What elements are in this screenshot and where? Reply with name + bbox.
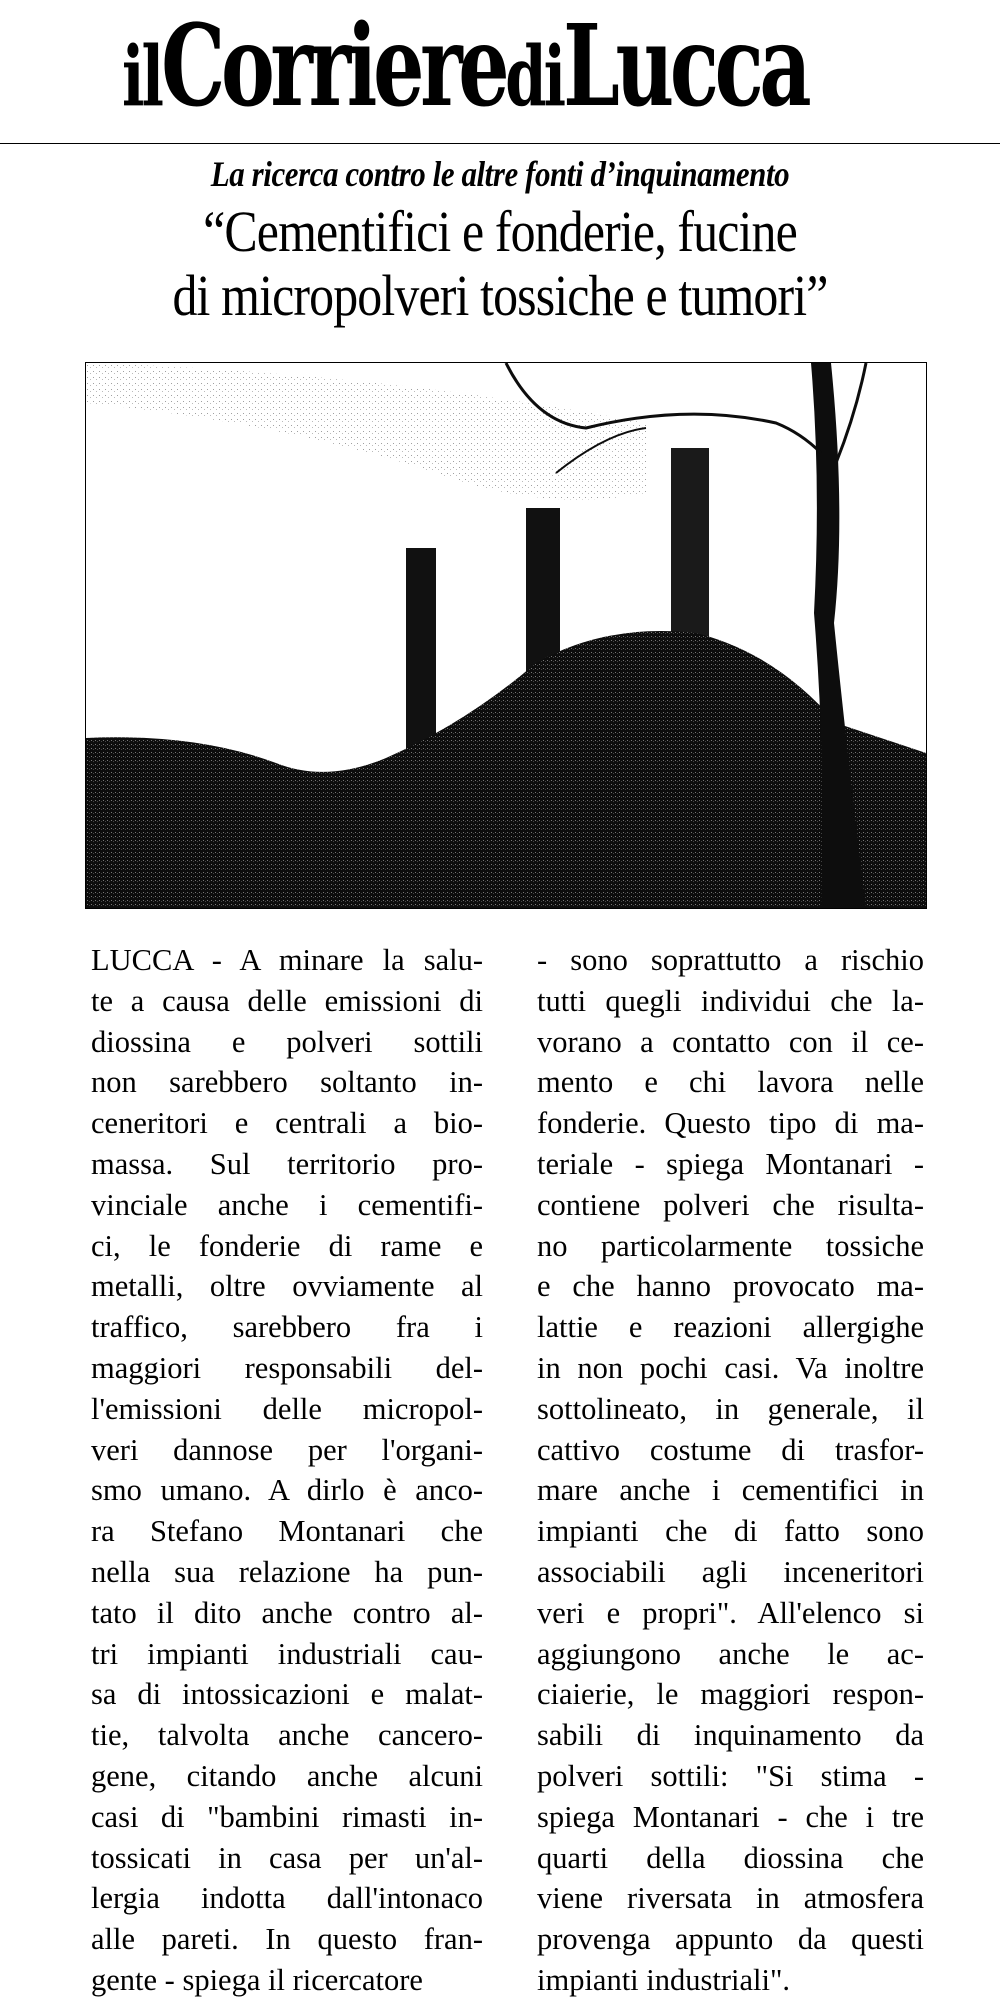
text-line: l'emissioni delle micropol- bbox=[91, 1391, 483, 1426]
text-line: ci, le fonderie di rame e bbox=[91, 1228, 483, 1263]
text-line: aggiungono anche le ac- bbox=[537, 1636, 924, 1671]
text-line: casi di "bambini rimasti in- bbox=[91, 1799, 483, 1834]
text-line: impianti che di fatto sono bbox=[537, 1514, 924, 1549]
text-line: e che hanno provocato ma- bbox=[537, 1269, 924, 1304]
chimneys-illustration bbox=[86, 363, 926, 908]
text-line: maggiori responsabili del- bbox=[91, 1350, 483, 1385]
text-line: sa di intossicazioni e malat- bbox=[91, 1677, 483, 1712]
text-line: cattivo costume di trasfor- bbox=[537, 1432, 924, 1467]
text-line: spiega Montanari - che i tre bbox=[537, 1799, 924, 1834]
article-kicker: La ricerca contro le altre fonti d’inquinamento bbox=[210, 154, 790, 194]
newspaper-title bbox=[122, 0, 807, 152]
text-line: impianti industriali". bbox=[537, 1962, 791, 1997]
text-line: tossicati in casa per un'al- bbox=[91, 1840, 483, 1875]
text-line: - sono soprattutto a rischio bbox=[537, 943, 924, 977]
text-line: viene riversata in atmosfera bbox=[537, 1881, 924, 1916]
title-lucca: Lucca bbox=[563, 1, 808, 132]
text-line: mento e chi lavora nelle bbox=[537, 1065, 924, 1100]
text-line: tri impianti industriali cau- bbox=[91, 1636, 483, 1671]
text-line: tie, talvolta anche cancero- bbox=[91, 1718, 483, 1753]
article-column-1 bbox=[91, 940, 483, 2001]
text-line: fonderie. Questo tipo di ma- bbox=[537, 1106, 924, 1141]
text-line: smo umano. A dirlo è anco- bbox=[91, 1473, 483, 1508]
text-line: tato il dito anche contro al- bbox=[91, 1595, 483, 1630]
text-line: sottolineato, in generale, il bbox=[537, 1391, 924, 1426]
text-line: mare anche i cementifici in bbox=[537, 1473, 924, 1508]
text-line: massa. Sul territorio pro- bbox=[91, 1146, 483, 1181]
text-line: lattie e reazioni allergighe bbox=[537, 1310, 924, 1345]
text-line: veri e propri". All'elenco si bbox=[537, 1595, 924, 1630]
text-line: ceneritori e centrali a bio- bbox=[91, 1106, 483, 1141]
text-line: contiene polveri che risulta- bbox=[537, 1187, 924, 1222]
text-line: te a causa delle emissioni di bbox=[91, 983, 483, 1018]
text-line: non sarebbero soltanto in- bbox=[91, 1065, 483, 1100]
text-line: nella sua relazione ha pun- bbox=[91, 1554, 483, 1589]
article-column-2 bbox=[537, 940, 924, 2001]
text-line: lergia indotta dall'intonaco bbox=[91, 1881, 483, 1916]
headline-line-2: di micropolveri tossiche e tumori” bbox=[172, 263, 828, 328]
masthead bbox=[0, 0, 1000, 144]
text-line: gente - spiega il ricercatore bbox=[91, 1962, 423, 1997]
title-di: di bbox=[505, 29, 564, 125]
text-line: in non pochi casi. Va inoltre bbox=[537, 1350, 924, 1385]
title-corriere: Corriere bbox=[161, 1, 506, 132]
text-line: quarti della diossina che bbox=[537, 1840, 924, 1875]
text-line: alle pareti. In questo fran- bbox=[91, 1922, 483, 1957]
text-line: ciaierie, le maggiori respon- bbox=[537, 1677, 924, 1712]
text-line: provenga appunto da questi bbox=[537, 1922, 924, 1957]
text-line: sabili di inquinamento da bbox=[537, 1718, 924, 1753]
text-line: tutti quegli individui che la- bbox=[537, 983, 924, 1018]
text-line: polveri sottili: "Si stima - bbox=[537, 1758, 924, 1793]
text-line: veri dannose per l'organi- bbox=[91, 1432, 483, 1467]
text-line: no particolarmente tossiche bbox=[537, 1228, 924, 1263]
article-photo bbox=[85, 362, 927, 909]
text-line: LUCCA - A minare la salu- bbox=[91, 943, 483, 977]
title-il: il bbox=[122, 29, 162, 125]
text-line: vinciale anche i cementifi- bbox=[91, 1187, 483, 1222]
headline-line-1: “Cementifici e fonderie, fucine bbox=[203, 199, 797, 264]
text-line: ra Stefano Montanari che bbox=[91, 1514, 483, 1549]
text-line: traffico, sarebbero fra i bbox=[91, 1310, 483, 1345]
article-headline bbox=[70, 200, 930, 328]
text-line: metalli, oltre ovviamente al bbox=[91, 1269, 483, 1304]
text-line: vorano a contatto con il ce- bbox=[537, 1024, 924, 1059]
text-line: teriale - spiega Montanari - bbox=[537, 1146, 924, 1181]
text-line: associabili agli inceneritori bbox=[537, 1554, 924, 1589]
text-line: diossina e polveri sottili bbox=[91, 1024, 483, 1059]
text-line: gene, citando anche alcuni bbox=[91, 1758, 483, 1793]
